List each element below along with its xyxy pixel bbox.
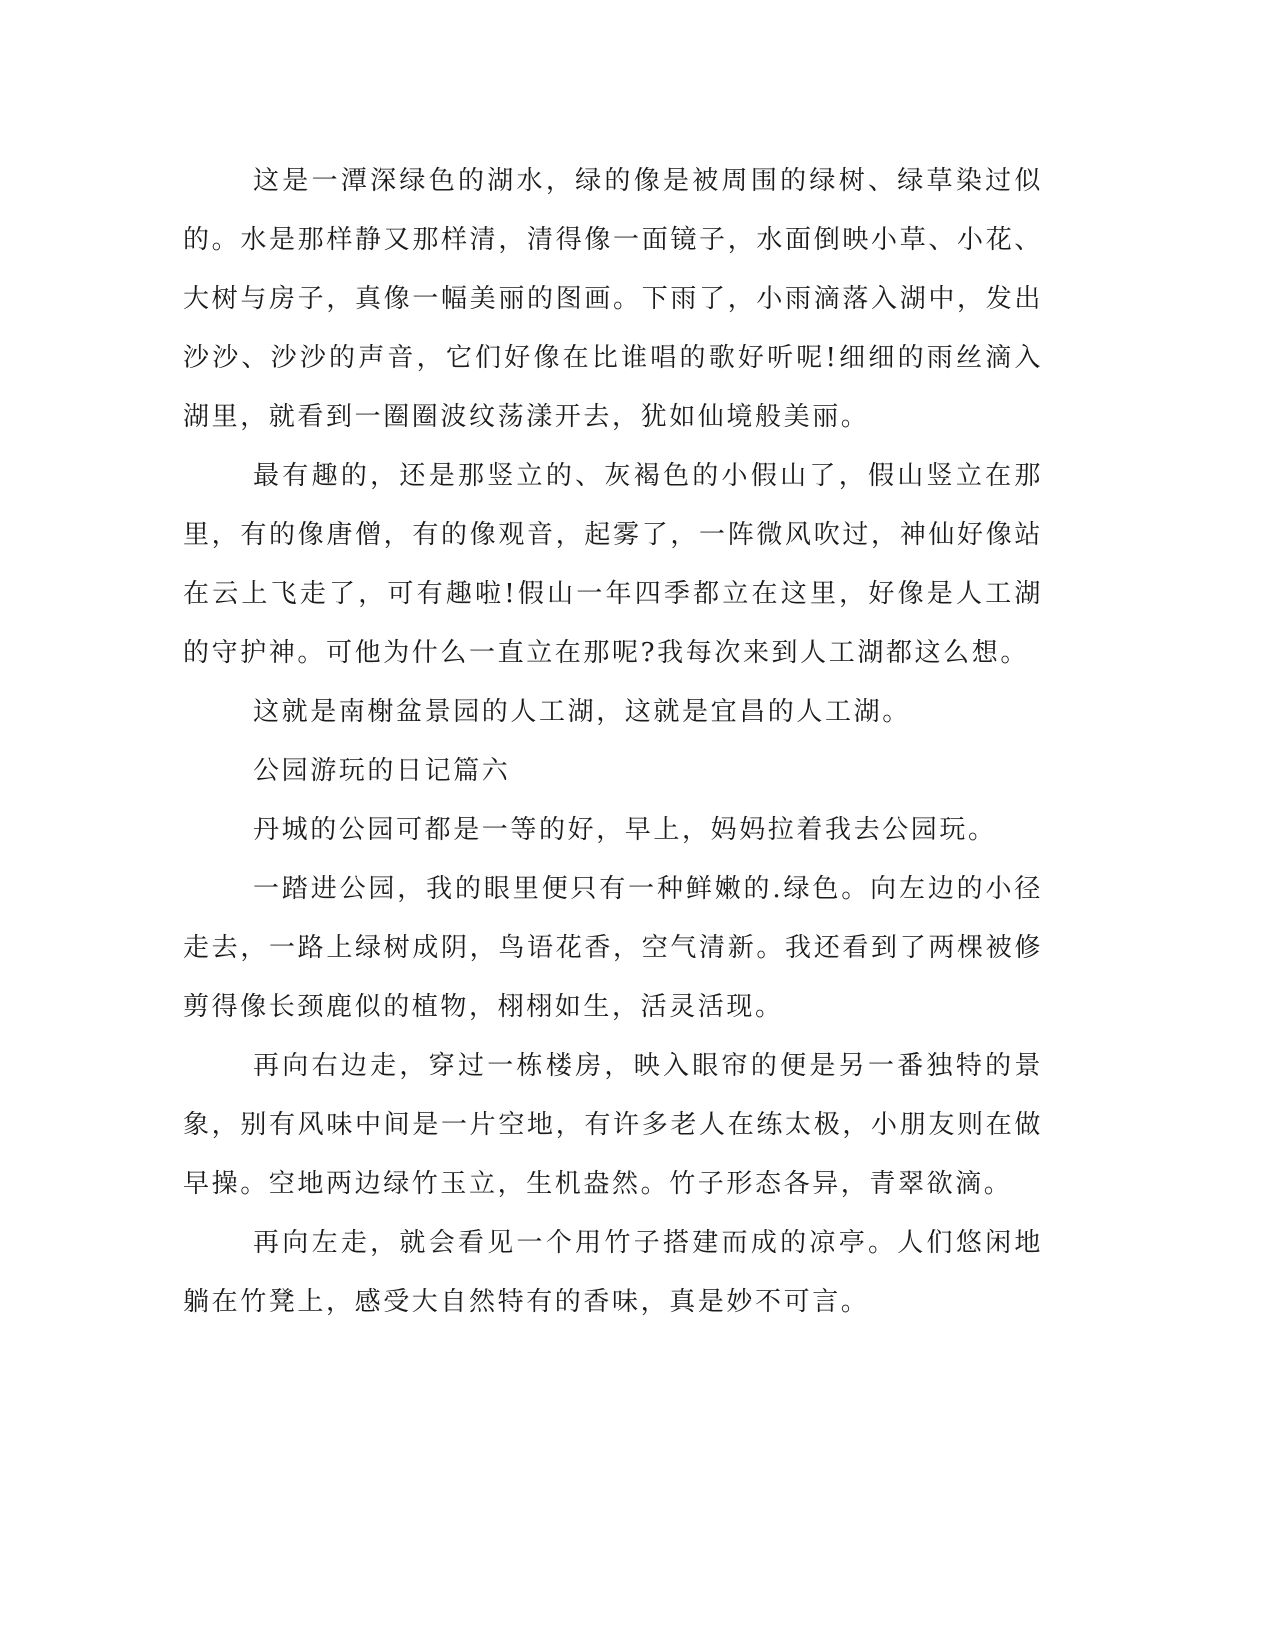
paragraph-lake-summary: 这就是南榭盆景园的人工湖，这就是宜昌的人工湖。: [253, 697, 911, 727]
paragraph-lake-water: 这是一潭深绿色的湖水，绿的像是被周围的绿树、绿草染过似的。水是那样静又那样清，清得像一面镜子，水面倒映小草、小花、大树与房子，真像一幅美丽的图画。下雨了，小雨滴落入湖中，发出沙沙、沙沙的声音，它们好像在比谁唱的歌好听呢!细细的雨丝滴入湖里，就看到一圈圈波纹荡漾开去，犹如仙境般美丽。: [183, 166, 1043, 432]
document-body: [183, 152, 1043, 1332]
section-heading: 公园游玩的日记篇六: [253, 756, 511, 786]
paragraph-left-path: 一踏进公园，我的眼里便只有一种鲜嫩的.绿色。向左边的小径走去，一路上绿树成阴，鸟语花香，空气清新。我还看到了两棵被修剪得像长颈鹿似的植物，栩栩如生，活灵活现。: [183, 874, 1043, 1022]
paragraph-bamboo-pavilion: 再向左走，就会看见一个用竹子搭建而成的凉亭。人们悠闲地躺在竹凳上，感受大自然特有的香味，真是妙不可言。: [183, 1228, 1043, 1317]
paragraph-right-open-space: 再向右边走，穿过一栋楼房，映入眼帘的便是另一番独特的景象，别有风味中间是一片空地，有许多老人在练太极，小朋友则在做早操。空地两边绿竹玉立，生机盎然。竹子形态各异，青翠欲滴。: [183, 1051, 1043, 1199]
paragraph-park-intro: 丹城的公园可都是一等的好，早上，妈妈拉着我去公园玩。: [253, 815, 997, 845]
paragraph-rockery: 最有趣的，还是那竖立的、灰褐色的小假山了，假山竖立在那里，有的像唐僧，有的像观音，起雾了，一阵微风吹过，神仙好像站在云上飞走了，可有趣啦!假山一年四季都立在这里，好像是人工湖的守护神。可他为什么一直立在那呢?我每次来到人工湖都这么想。: [183, 461, 1043, 668]
